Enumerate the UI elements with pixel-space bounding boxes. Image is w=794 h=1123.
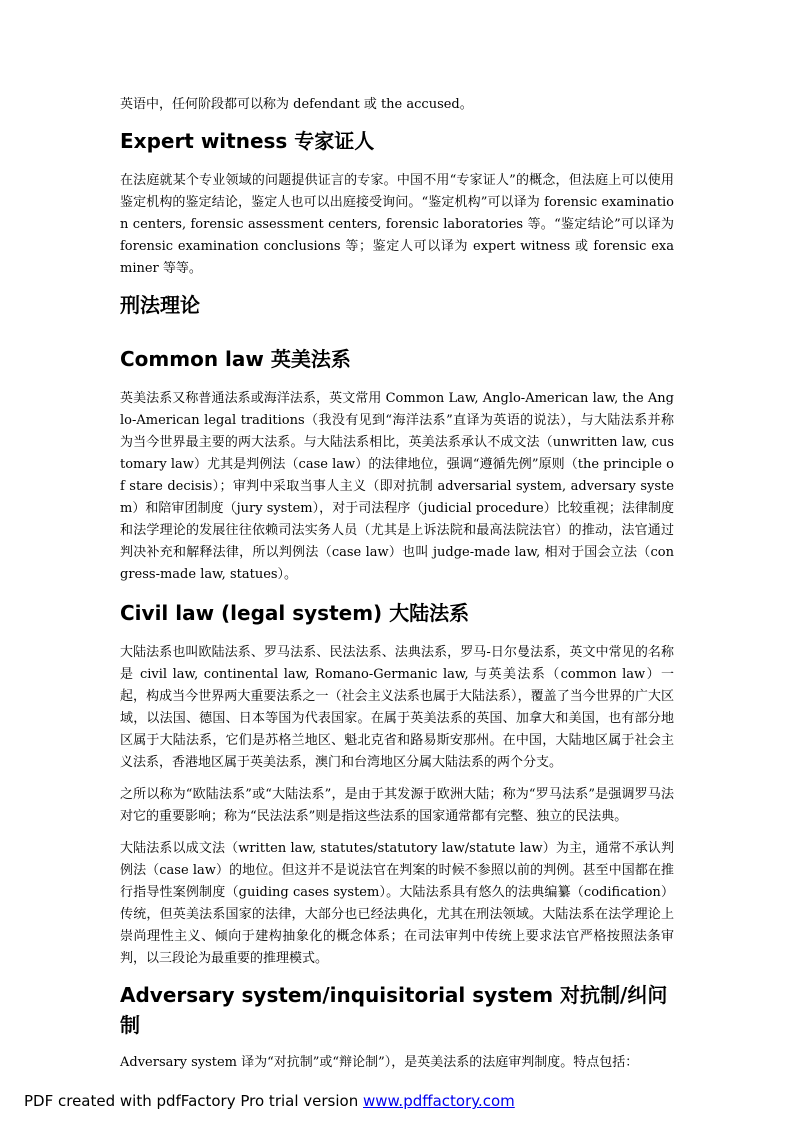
heading-civil-law: Civil law (legal system) 大陆法系 (120, 601, 470, 625)
heading-common-law: Common law 英美法系 (120, 347, 351, 371)
paragraph-expert-witness: 在法庭就某个专业领域的问题提供证言的专家。中国不用“专家证人”的概念，但法庭上可以使用鉴定机构的鉴定结论，鉴定人也可以出庭接受询问。“鉴定机构”可以译为 forensic examination centers, forensic assessment centers, forensic laboratories 等。“鉴定结论”可以译为 forensic examination conclusions 等；鉴定人可以译为 expert witness 或 forensic examiner 等等。 (120, 173, 674, 276)
footer-text: PDF created with pdfFactory Pro trial version (24, 1092, 363, 1110)
paragraph-civil-law-2: 之所以称为“欧陆法系”或“大陆法系”，是由于其发源于欧洲大陆；称为“罗马法系”是强调罗马法对它的重要影响；称为“民法法系”则是指这些法系的国家通常都有完整、独立的民法典。 (120, 787, 674, 824)
paragraph-common-law: 英美法系又称普通法系或海洋法系，英文常用 Common Law, Anglo-American law, the Anglo-American legal traditions（我没有见到“海洋法系”直译为英语的说法），与大陆法系并称为当今世界最主要的两大法系。与大陆法系相比，英美法系承认不成文法（unwritten law, customary law）尤其是判例法（case law）的法律地位，强调“遵循先例”原则（the principle of stare decisis）；审判中采取当事人主义（即对抗制 adversarial system, adversary system）和陪审团制度（jury system），对于司法程序（judicial procedure）比较重视；法律制度和法学理论的发展往往依赖司法实务人员（尤其是上诉法院和最高法院法官）的推动，法官通过判决补充和解释法律，所以判例法（case law）也叫 judge-made law, 相对于国会立法（congress-made law, statues）。 (120, 391, 674, 582)
intro-paragraph: 英语中，任何阶段都可以称为 defendant 或 the accused。 (120, 97, 473, 112)
paragraph-civil-law-1: 大陆法系也叫欧陆法系、罗马法系、民法法系、法典法系，罗马-日尔曼法系，英文中常见的名称是 civil law, continental law, Romano-Germanic law, 与英美法系（common law）一起，构成当今世界两大重要法系之一（社会主义法系也属于大陆法系），覆盖了当今世界的广大区域，以法国、德国、日本等国为代表国家。在属于英美法系的英国、加拿大和美国，也有部分地区属于大陆法系，它们是苏格兰地区、魁北克省和路易斯安那州。在中国，大陆地区属于社会主义法系，香港地区属于英美法系，澳门和台湾地区分属大陆法系的两个分支。 (120, 645, 674, 770)
paragraph-civil-law-3: 大陆法系以成文法（written law, statutes/statutory law/statute law）为主，通常不承认判例法（case law）的地位。但这并不是说法官在判案的时候不参照以前的判例。甚至中国都在推行指导性案例制度（guiding cases system）。大陆法系具有悠久的法典编纂（codification）传统，但英美法系国家的法律，大部分也已经法典化，尤其在刑法领域。大陆法系在法学理论上崇尚理性主义、倾向于建构抽象化的概念体系；在司法审判中传统上要求法官严格按照法条审判，以三段论为最重要的推理模式。 (120, 841, 674, 966)
heading-expert-witness: Expert witness 专家证人 (120, 129, 375, 153)
heading-adversary-system: Adversary system/inquisitorial system 对抗制/纠问制 (120, 983, 668, 1037)
footer-link[interactable]: www.pdffactory.com (363, 1092, 515, 1110)
heading-criminal-law-theory: 刑法理论 (120, 293, 200, 317)
pdf-footer (24, 1092, 515, 1110)
document-page (120, 94, 674, 1084)
paragraph-adversary-system: Adversary system 译为“对抗制”或“辩论制”），是英美法系的法庭审判制度。特点包括： (120, 1055, 639, 1070)
